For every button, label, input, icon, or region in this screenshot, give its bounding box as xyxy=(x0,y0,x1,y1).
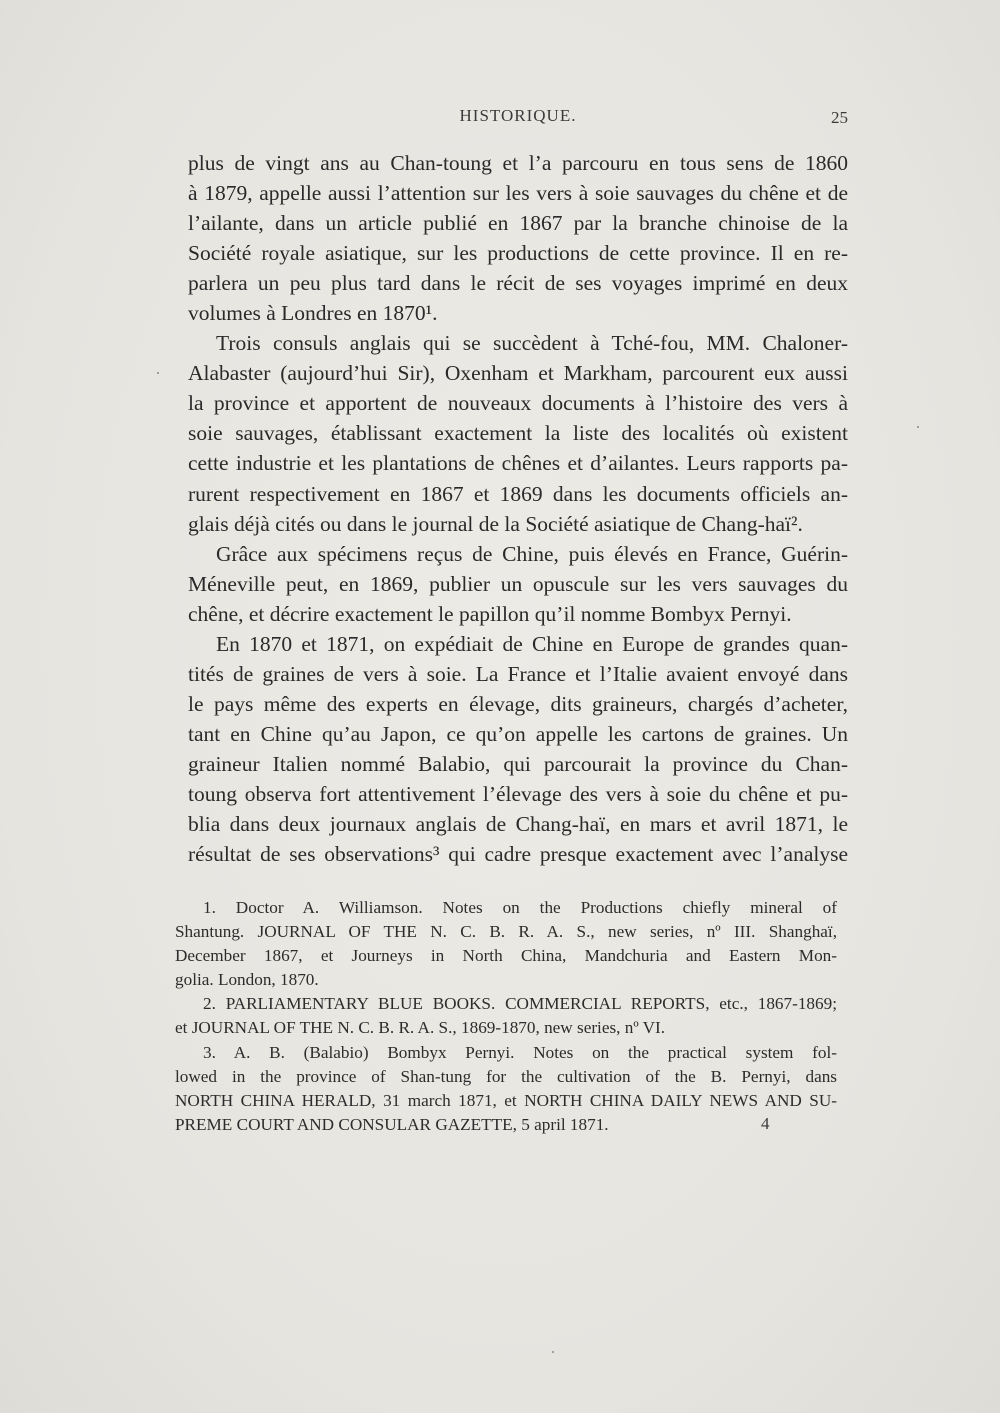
footnote-line: December 1867, et Journeys in North China, Mandchuria and Eastern Mon- xyxy=(175,946,837,966)
paper-speck xyxy=(917,426,919,428)
footnote-line: Shantung. JOURNAL OF THE N. C. B. R. A. S., new series, nº III. Shanghaï, xyxy=(175,922,837,942)
footnote-line: lowed in the province of Shan-tung for the cultivation of the B. Pernyi, dans xyxy=(175,1066,837,1086)
text-line: Méneville peut, en 1869, publier un opuscule sur les vers sauvages du xyxy=(188,571,848,596)
text-line: le pays même des experts en élevage, dits graineurs, chargés d’acheter, xyxy=(188,691,848,716)
text-line: tant en Chine qu’au Japon, ce qu’on appelle les cartons de graines. Un xyxy=(188,721,848,746)
paper-speck xyxy=(157,372,159,374)
footnote-line: PREME COURT AND CONSULAR GAZETTE, 5 april 1871. xyxy=(175,1114,609,1134)
text-line: chêne, et décrire exactement le papillon qu’il nomme Bombyx Pernyi. xyxy=(188,601,792,626)
text-line: glais déjà cités ou dans le journal de la Société asiatique de Chang-haï². xyxy=(188,511,803,536)
footnotes xyxy=(175,896,837,1137)
page-number: 25 xyxy=(831,108,848,127)
page-header xyxy=(188,106,848,132)
footnote-line: NORTH CHINA HERALD, 31 march 1871, et NORTH CHINA DAILY NEWS AND SU- xyxy=(175,1090,837,1110)
footnote-line: 3. A. B. (Balabio) Bombyx Pernyi. Notes on the practical system fol- xyxy=(203,1042,837,1062)
body-text xyxy=(188,148,848,869)
text-line: Société royale asiatique, sur les productions de cette province. Il en re- xyxy=(188,241,848,266)
text-line: volumes à Londres en 1870¹. xyxy=(188,301,438,326)
text-line: toung observa fort attentivement l’élevage des vers à soie du chêne et pu- xyxy=(188,781,848,806)
text-line: à 1879, appelle aussi l’attention sur les vers à soie sauvages du chêne et de xyxy=(188,181,848,206)
text-line: Grâce aux spécimens reçus de Chine, puis élevés en France, Guérin- xyxy=(216,541,848,566)
text-line: soie sauvages, établissant exactement la liste des localités où existent xyxy=(188,421,848,446)
signature-mark: 4 xyxy=(761,1114,770,1133)
paper-speck xyxy=(552,1351,554,1353)
text-line: Trois consuls anglais qui se succèdent à Tché-fou, MM. Chaloner- xyxy=(216,331,848,356)
footnote-line: golia. London, 1870. xyxy=(175,970,319,990)
text-line: plus de vingt ans au Chan-toung et l’a parcouru en tous sens de 1860 xyxy=(188,151,848,175)
text-line: la province et apportent de nouveaux documents à l’histoire des vers à xyxy=(188,391,848,416)
text-line: blia dans deux journaux anglais de Chang-haï, en mars et avril 1871, le xyxy=(188,812,848,837)
text-line: parlera un peu plus tard dans le récit de ses voyages imprimé en deux xyxy=(188,271,848,296)
footnote-line: 1. Doctor A. Williamson. Notes on the Productions chiefly mineral of xyxy=(203,898,837,917)
running-title: HISTORIQUE. xyxy=(459,106,577,125)
text-line: En 1870 et 1871, on expédiait de Chine en Europe de grandes quan- xyxy=(216,631,848,656)
text-line: graineur Italien nommé Balabio, qui parcourait la province du Chan- xyxy=(188,751,848,776)
text-line: tités de graines de vers à soie. La France et l’Italie avaient envoyé dans xyxy=(188,661,848,686)
text-line: l’ailante, dans un article publié en 1867 par la branche chinoise de la xyxy=(188,211,848,236)
text-line: rurent respectivement en 1867 et 1869 dans les documents officiels an- xyxy=(188,481,848,506)
footnote-line: 2. PARLIAMENTARY BLUE BOOKS. COMMERCIAL REPORTS, etc., 1867-1869; xyxy=(203,994,837,1014)
footnote-line: et JOURNAL OF THE N. C. B. R. A. S., 1869-1870, new series, nº VI. xyxy=(175,1018,666,1038)
text-line: cette industrie et les plantations de chênes et d’ailantes. Leurs rapports pa- xyxy=(188,451,848,476)
text-line: résultat de ses observations³ qui cadre presque exactement avec l’analyse xyxy=(188,842,848,867)
text-line: Alabaster (aujourd’hui Sir), Oxenham et Markham, parcourent eux aussi xyxy=(188,361,848,386)
